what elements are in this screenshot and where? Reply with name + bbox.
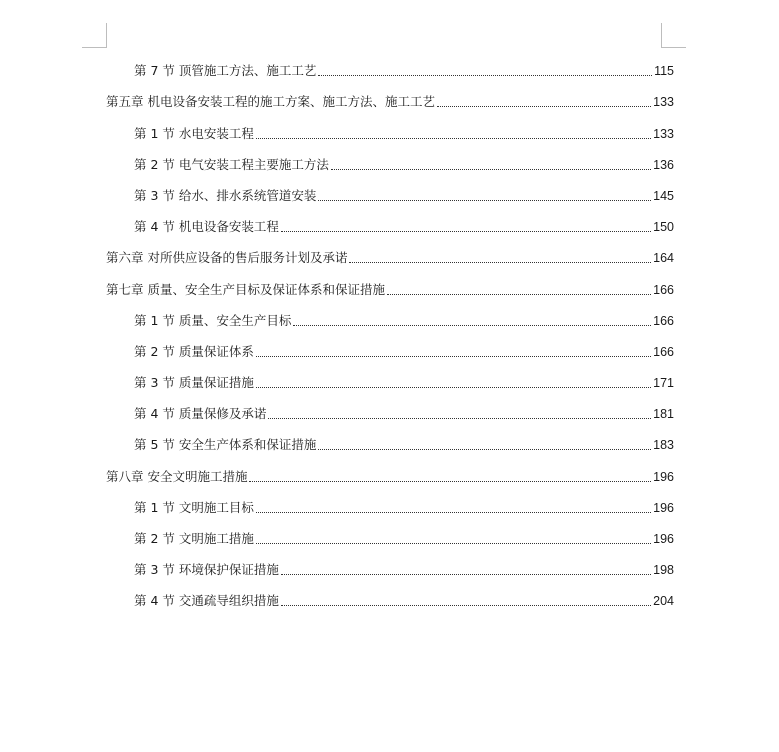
toc-entry-title: 第七章 质量、安全生产目标及保证体系和保证措施 xyxy=(106,281,385,297)
toc-dot-leader xyxy=(256,138,651,139)
toc-entry-title: 第 1 节 质量、安全生产目标 xyxy=(134,312,292,328)
toc-section-entry[interactable] xyxy=(106,205,674,236)
toc-dot-leader xyxy=(281,231,651,232)
table-of-contents xyxy=(106,49,674,610)
toc-chapter-entry[interactable] xyxy=(106,236,674,267)
page-corner-mark-left xyxy=(82,23,107,48)
toc-entry-title: 第 5 节 安全生产体系和保证措施 xyxy=(134,437,317,453)
toc-entry-page-number: 181 xyxy=(653,407,674,422)
toc-entry-page-number: 150 xyxy=(653,220,674,235)
toc-dot-leader xyxy=(256,512,651,513)
toc-section-entry[interactable] xyxy=(106,579,674,610)
toc-entry-page-number: 166 xyxy=(653,313,674,328)
toc-entry-title: 第 7 节 顶管施工方法、施工工艺 xyxy=(134,63,317,79)
toc-dot-leader xyxy=(256,356,651,357)
toc-entry-page-number: 198 xyxy=(653,563,674,578)
toc-dot-leader xyxy=(318,200,651,201)
toc-entry-page-number: 145 xyxy=(653,188,674,203)
toc-entry-title: 第 1 节 文明施工目标 xyxy=(134,499,254,515)
toc-entry-page-number: 196 xyxy=(653,500,674,515)
toc-dot-leader xyxy=(437,106,651,107)
toc-entry-page-number: 196 xyxy=(653,469,674,484)
toc-section-entry[interactable] xyxy=(106,548,674,579)
toc-section-entry[interactable] xyxy=(106,143,674,174)
toc-dot-leader xyxy=(293,325,651,326)
toc-section-entry[interactable] xyxy=(106,361,674,392)
toc-dot-leader xyxy=(268,418,651,419)
toc-dot-leader xyxy=(281,574,651,575)
toc-entry-title: 第五章 机电设备安装工程的施工方案、施工方法、施工工艺 xyxy=(106,94,435,110)
toc-entry-page-number: 171 xyxy=(653,376,674,391)
toc-entry-page-number: 166 xyxy=(653,282,674,297)
toc-section-entry[interactable] xyxy=(106,174,674,205)
toc-entry-title: 第八章 安全文明施工措施 xyxy=(106,468,248,484)
toc-entry-title: 第 4 节 机电设备安装工程 xyxy=(134,219,279,235)
toc-entry-page-number: 133 xyxy=(653,126,674,141)
toc-chapter-entry[interactable] xyxy=(106,80,674,111)
toc-chapter-entry[interactable] xyxy=(106,267,674,298)
toc-section-entry[interactable] xyxy=(106,49,674,80)
toc-dot-leader xyxy=(256,543,651,544)
toc-entry-page-number: 196 xyxy=(653,532,674,546)
toc-entry-title: 第 1 节 水电安装工程 xyxy=(134,125,254,141)
toc-section-entry[interactable] xyxy=(106,392,674,423)
toc-entry-title: 第 3 节 质量保证措施 xyxy=(134,375,254,391)
toc-entry-page-number: 133 xyxy=(653,95,674,110)
toc-entry-title: 第 4 节 交通疏导组织措施 xyxy=(134,593,279,609)
toc-section-entry[interactable] xyxy=(106,517,674,548)
page-corner-mark-right xyxy=(661,23,686,48)
toc-dot-leader xyxy=(281,605,651,606)
toc-dot-leader xyxy=(249,481,651,482)
toc-entry-page-number: 204 xyxy=(653,594,674,609)
toc-entry-title: 第 2 节 质量保证体系 xyxy=(134,343,254,359)
toc-entry-title: 第 3 节 环境保护保证措施 xyxy=(134,562,279,578)
toc-dot-leader xyxy=(331,169,651,170)
toc-entry-title: 第 2 节 文明施工措施 xyxy=(134,531,254,546)
toc-entry-title: 第 2 节 电气安装工程主要施工方法 xyxy=(134,156,329,172)
toc-dot-leader xyxy=(318,75,652,76)
toc-entry-page-number: 166 xyxy=(653,344,674,359)
toc-entry-title: 第六章 对所供应设备的售后服务计划及承诺 xyxy=(106,250,348,266)
toc-section-entry[interactable] xyxy=(106,423,674,454)
toc-dot-leader xyxy=(318,449,651,450)
toc-entry-page-number: 183 xyxy=(653,438,674,453)
toc-entry-title: 第 4 节 质量保修及承诺 xyxy=(134,406,267,422)
toc-dot-leader xyxy=(349,262,651,263)
toc-section-entry[interactable] xyxy=(106,330,674,361)
toc-entry-page-number: 136 xyxy=(653,157,674,172)
toc-dot-leader xyxy=(256,387,651,388)
toc-section-entry[interactable] xyxy=(106,111,674,142)
toc-section-entry[interactable] xyxy=(106,299,674,330)
toc-entry-page-number: 115 xyxy=(654,64,674,79)
toc-entry-page-number: 164 xyxy=(653,251,674,266)
toc-chapter-entry[interactable] xyxy=(106,454,674,485)
toc-dot-leader xyxy=(387,294,651,295)
toc-entry-title: 第 3 节 给水、排水系统管道安装 xyxy=(134,187,317,203)
toc-section-entry[interactable] xyxy=(106,486,674,517)
